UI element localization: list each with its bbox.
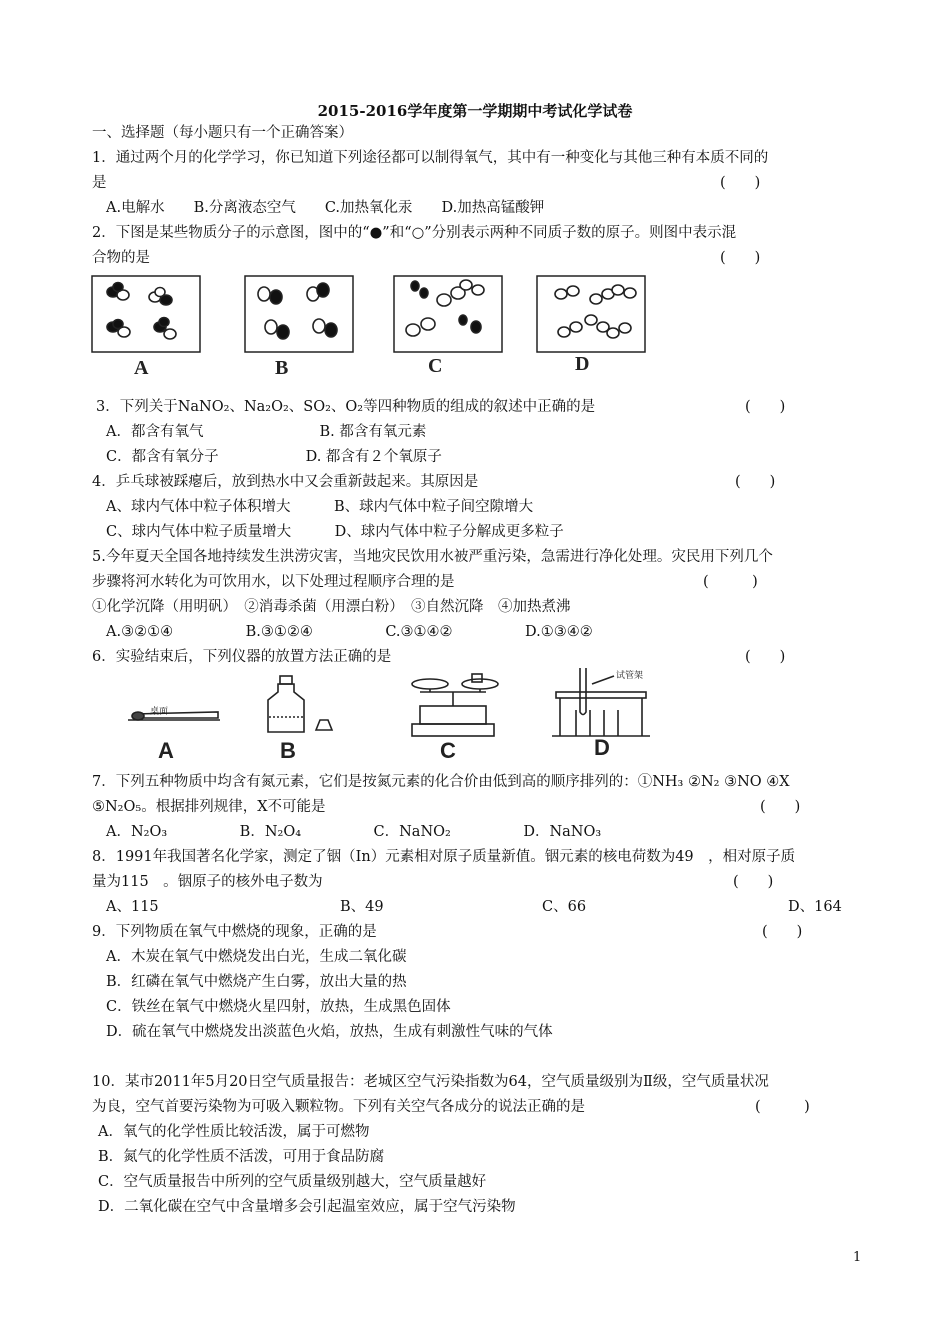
q8-stem-line2: 量为115 。铟原子的核外电子数为 [92, 874, 323, 890]
page-title: 2015-2016学年度第一学期期中考试化学试卷 [317, 102, 633, 120]
q1-answer-blank: ( ) [720, 175, 761, 191]
q5-stem-line2: 步骤将河水转化为可饮用水，以下处理过程顺序合理的是 [92, 574, 455, 590]
q8-stem-line1: 8．1991年我国著名化学家，测定了铟（In）元素相对原子质量新值。铟元素的核电荷数为49 ，相对原子质 [92, 849, 796, 865]
q8-answer-blank: ( ) [733, 874, 774, 890]
q1-stem-line1: 1．通过两个月的化学学习，你已知道下列途径都可以制得氧气，其中有一种变化与其他三种有本质不同的 [92, 150, 769, 166]
q6-instrument-figure [120, 662, 660, 762]
q4-answer-blank: ( ) [735, 474, 776, 490]
q5-options: A.③②①④ B.③①②④ C.③①④② D.①③④② [106, 624, 593, 640]
q2-stem-line2: 合物的是 [92, 250, 150, 266]
q3-stem: 3．下列关于NaNO₂、Na₂O₂、SO₂、O₂等四种物质的组成的叙述中正确的是 [96, 399, 596, 415]
page-number: 1 [853, 1250, 862, 1265]
q3-answer-blank: ( ) [745, 399, 786, 415]
q6-label-table: 桌面 [150, 707, 169, 717]
q10-stem-line2: 为良，空气首要污染物为可吸入颗粒物。下列有关空气各成分的说法正确的是 [92, 1099, 585, 1115]
q6-b-reagent-bottle [268, 676, 332, 732]
q2-label-a: A [134, 357, 149, 379]
q8-option-b: B、49 [340, 899, 384, 915]
q6-label-rack: 试管架 [616, 671, 644, 681]
q4-stem: 4．乒乓球被踩瘪后，放到热水中又会重新鼓起来。其原因是 [92, 474, 479, 490]
q7-answer-blank: ( ) [760, 799, 801, 815]
q2-answer-blank: ( ) [720, 250, 761, 266]
q2-label-d: D [575, 353, 590, 375]
q4-options-ab: A、球内气体中粒子体积增大 B、球内气体中粒子间空隙增大 [106, 499, 534, 515]
q9-stem: 9．下列物质在氧气中燃烧的现象，正确的是 [92, 924, 377, 940]
section-heading: 一、选择题（每小题只有一个正确答案） [92, 125, 353, 141]
q3-options-cd: C．都含有氧分子 D. 都含有２个氧原子 [106, 449, 442, 465]
q7-stem-line2: ⑤N₂O₅。根据排列规律，X不可能是 [92, 799, 326, 815]
q2-box-a [92, 276, 200, 352]
q7-stem-line1: 7．下列五种物质中均含有氮元素，它们是按氮元素的化合价由低到高的顺序排列的：①NH₃ ②N₂ ③NO ④X [92, 774, 790, 790]
q1-stem-line2: 是 [92, 175, 107, 191]
q2-c-molecules [406, 280, 484, 336]
q2-d-molecules [555, 285, 636, 338]
q2-b-molecules [258, 283, 337, 339]
q3-options-ab: A．都含有氧气 B. 都含有氧元素 [106, 424, 427, 440]
q10-option-c: C．空气质量报告中所列的空气质量级别越大，空气质量越好 [98, 1174, 487, 1190]
q9-option-b: B．红磷在氧气中燃烧产生白雾，放出大量的热 [106, 974, 407, 990]
q2-label-c: C [428, 355, 443, 377]
q6-c-balance [412, 674, 498, 736]
q6-label-d: D [594, 735, 610, 760]
q5-steps: ①化学沉降（用明矾） ②消毒杀菌（用漂白粉） ③自然沉降 ④加热煮沸 [92, 599, 571, 615]
q6-a-tube-on-table [128, 705, 220, 720]
q2-molecule-figure [88, 272, 658, 380]
q9-option-d: D．硫在氧气中燃烧发出淡蓝色火焰，放热，生成有刺激性气味的气体 [106, 1024, 553, 1040]
q8-option-c: C、66 [542, 899, 587, 915]
q10-option-b: B．氮气的化学性质不活泼，可用于食品防腐 [98, 1149, 385, 1165]
q1-options: A.电解水 B.分离液态空气 C.加热氧化汞 D.加热高锰酸钾 [106, 200, 545, 216]
q2-a-molecules [107, 283, 176, 340]
q5-stem-line1: 5.今年夏天全国各地持续发生洪涝灾害，当地灾民饮用水被严重污染，急需进行净化处理。灾民用下列几个 [92, 549, 773, 565]
q7-options: A．N₂O₃ B．N₂O₄ C．NaNO₂ D．NaNO₃ [106, 824, 602, 840]
q4-options-cd: C、球内气体中粒子质量增大 D、球内气体中粒子分解成更多粒子 [106, 524, 564, 540]
q9-option-c: C．铁丝在氧气中燃烧火星四射，放热，生成黑色固体 [106, 999, 451, 1015]
q6-label-a: A [158, 738, 174, 762]
q10-option-a: A．氧气的化学性质比较活泼，属于可燃物 [98, 1124, 370, 1140]
q2-box-c [394, 276, 502, 352]
q8-option-d: D、164 [788, 899, 842, 915]
q6-label-c: C [440, 738, 456, 762]
q10-answer-blank: ( ) [755, 1099, 810, 1115]
q5-answer-blank: ( ) [703, 574, 758, 590]
q6-answer-blank: ( ) [745, 649, 786, 665]
q6-label-b: B [280, 738, 296, 762]
q10-stem-line1: 10．某市2011年5月20日空气质量报告：老城区空气污染指数为64，空气质量级别为Ⅱ级，空气质量状况 [92, 1074, 769, 1090]
q10-option-d: D．二氧化碳在空气中含量增多会引起温室效应，属于空气污染物 [98, 1199, 516, 1215]
q9-option-a: A．木炭在氧气中燃烧发出白光，生成二氧化碳 [106, 949, 407, 965]
q2-stem-line1: 2．下图是某些物质分子的示意图，图中的“●”和“○”分别表示两种不同质子数的原子。则图中表示混 [92, 225, 737, 241]
q6-stem: 6．实验结束后，下列仪器的放置方法正确的是 [92, 649, 392, 665]
q6-d-test-tube-rack [552, 668, 650, 736]
q8-option-a: A、115 [106, 899, 159, 915]
q9-answer-blank: ( ) [762, 924, 803, 940]
q2-label-b: B [275, 357, 289, 379]
